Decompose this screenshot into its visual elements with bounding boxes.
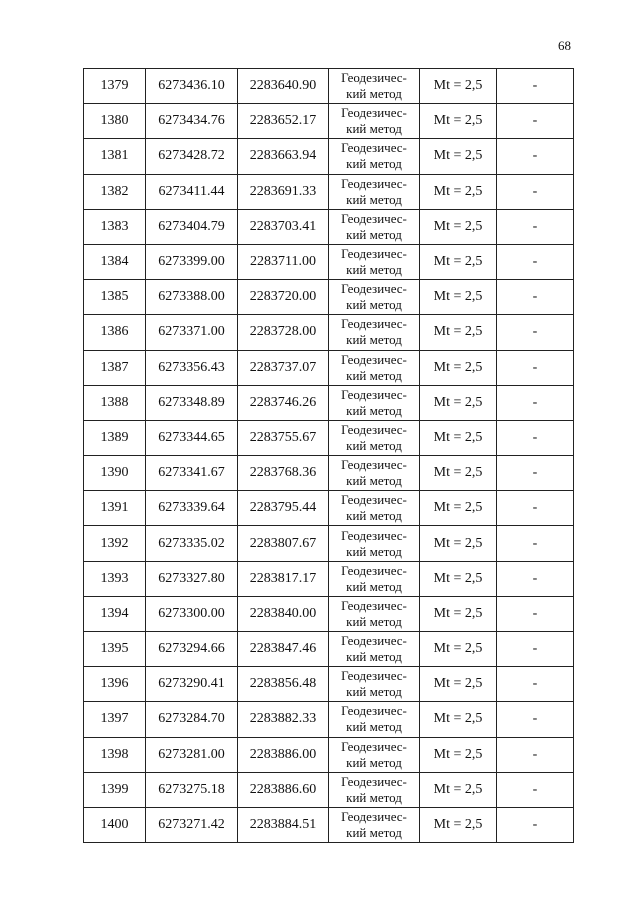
coordinates-table: [83, 68, 574, 843]
method-text-line: Геодезичес-: [341, 316, 407, 332]
x-coordinate-cell: 6273335.02: [146, 526, 238, 561]
table-row: [84, 104, 574, 139]
accuracy-cell: Mt = 2,5: [420, 385, 497, 420]
accuracy-cell: Mt = 2,5: [420, 702, 497, 737]
y-coordinate-cell: 2283768.36: [238, 456, 329, 491]
table-row: [84, 737, 574, 772]
note-cell: -: [497, 491, 574, 526]
x-coordinate-cell: 6273388.00: [146, 280, 238, 315]
method-text-line: Геодезичес-: [341, 773, 407, 789]
method-text-line: кий метод: [346, 719, 402, 735]
table-row: [84, 667, 574, 702]
method-cell: [329, 702, 420, 737]
accuracy-cell: Mt = 2,5: [420, 737, 497, 772]
point-number-cell: 1387: [84, 350, 146, 385]
note-cell: -: [497, 632, 574, 667]
point-number-cell: 1390: [84, 456, 146, 491]
point-number-cell: 1383: [84, 209, 146, 244]
method-cell: [329, 596, 420, 631]
method-text-line: кий метод: [346, 613, 402, 629]
method-cell: [329, 561, 420, 596]
accuracy-cell: Mt = 2,5: [420, 350, 497, 385]
accuracy-cell: Mt = 2,5: [420, 280, 497, 315]
method-text-line: кий метод: [346, 332, 402, 348]
accuracy-cell: Mt = 2,5: [420, 807, 497, 842]
point-number-cell: 1385: [84, 280, 146, 315]
y-coordinate-cell: 2283711.00: [238, 244, 329, 279]
method-text-line: Геодезичес-: [341, 492, 407, 508]
x-coordinate-cell: 6273428.72: [146, 139, 238, 174]
method-text-line: кий метод: [346, 262, 402, 278]
method-text-line: Геодезичес-: [341, 105, 407, 121]
table-row: [84, 244, 574, 279]
method-cell: [329, 632, 420, 667]
method-text-line: кий метод: [346, 543, 402, 559]
method-cell: [329, 139, 420, 174]
accuracy-cell: Mt = 2,5: [420, 420, 497, 455]
y-coordinate-cell: 2283755.67: [238, 420, 329, 455]
method-text-line: Геодезичес-: [341, 70, 407, 86]
note-cell: -: [497, 139, 574, 174]
method-cell: [329, 667, 420, 702]
x-coordinate-cell: 6273327.80: [146, 561, 238, 596]
method-text-line: Геодезичес-: [341, 281, 407, 297]
y-coordinate-cell: 2283884.51: [238, 807, 329, 842]
coordinates-table-body: [84, 69, 574, 843]
method-text-line: кий метод: [346, 473, 402, 489]
point-number-cell: 1392: [84, 526, 146, 561]
method-cell: [329, 737, 420, 772]
y-coordinate-cell: 2283795.44: [238, 491, 329, 526]
method-text-line: кий метод: [346, 402, 402, 418]
x-coordinate-cell: 6273339.64: [146, 491, 238, 526]
method-text-line: Геодезичес-: [341, 351, 407, 367]
accuracy-cell: Mt = 2,5: [420, 596, 497, 631]
method-text-line: Геодезичес-: [341, 527, 407, 543]
y-coordinate-cell: 2283807.67: [238, 526, 329, 561]
method-text-line: кий метод: [346, 684, 402, 700]
accuracy-cell: Mt = 2,5: [420, 667, 497, 702]
point-number-cell: 1379: [84, 69, 146, 104]
y-coordinate-cell: 2283640.90: [238, 69, 329, 104]
point-number-cell: 1386: [84, 315, 146, 350]
y-coordinate-cell: 2283856.48: [238, 667, 329, 702]
method-cell: [329, 244, 420, 279]
method-text-line: кий метод: [346, 156, 402, 172]
table-row: [84, 350, 574, 385]
accuracy-cell: Mt = 2,5: [420, 561, 497, 596]
method-text-line: Геодезичес-: [341, 386, 407, 402]
method-text-line: кий метод: [346, 367, 402, 383]
table-row: [84, 385, 574, 420]
point-number-cell: 1380: [84, 104, 146, 139]
table-row: [84, 174, 574, 209]
x-coordinate-cell: 6273275.18: [146, 772, 238, 807]
method-text-line: Геодезичес-: [341, 633, 407, 649]
method-text-line: Геодезичес-: [341, 210, 407, 226]
x-coordinate-cell: 6273284.70: [146, 702, 238, 737]
table-row: [84, 280, 574, 315]
accuracy-cell: Mt = 2,5: [420, 526, 497, 561]
note-cell: -: [497, 737, 574, 772]
point-number-cell: 1400: [84, 807, 146, 842]
method-text-line: Геодезичес-: [341, 457, 407, 473]
point-number-cell: 1399: [84, 772, 146, 807]
table-row: [84, 139, 574, 174]
accuracy-cell: Mt = 2,5: [420, 209, 497, 244]
table-row: [84, 456, 574, 491]
method-text-line: кий метод: [346, 825, 402, 841]
method-cell: [329, 69, 420, 104]
x-coordinate-cell: 6273371.00: [146, 315, 238, 350]
accuracy-cell: Mt = 2,5: [420, 315, 497, 350]
method-cell: [329, 385, 420, 420]
y-coordinate-cell: 2283703.41: [238, 209, 329, 244]
method-cell: [329, 280, 420, 315]
y-coordinate-cell: 2283728.00: [238, 315, 329, 350]
note-cell: -: [497, 69, 574, 104]
table-row: [84, 702, 574, 737]
y-coordinate-cell: 2283652.17: [238, 104, 329, 139]
page-number: 68: [558, 38, 571, 53]
method-text-line: Геодезичес-: [341, 738, 407, 754]
note-cell: -: [497, 702, 574, 737]
accuracy-cell: Mt = 2,5: [420, 491, 497, 526]
accuracy-cell: Mt = 2,5: [420, 632, 497, 667]
x-coordinate-cell: 6273281.00: [146, 737, 238, 772]
method-cell: [329, 420, 420, 455]
x-coordinate-cell: 6273348.89: [146, 385, 238, 420]
x-coordinate-cell: 6273290.41: [146, 667, 238, 702]
method-text-line: Геодезичес-: [341, 421, 407, 437]
note-cell: -: [497, 526, 574, 561]
x-coordinate-cell: 6273341.67: [146, 456, 238, 491]
note-cell: -: [497, 667, 574, 702]
x-coordinate-cell: 6273300.00: [146, 596, 238, 631]
method-text-line: кий метод: [346, 754, 402, 770]
accuracy-cell: Mt = 2,5: [420, 174, 497, 209]
table-row: [84, 596, 574, 631]
y-coordinate-cell: 2283663.94: [238, 139, 329, 174]
note-cell: -: [497, 315, 574, 350]
method-text-line: Геодезичес-: [341, 809, 407, 825]
note-cell: -: [497, 350, 574, 385]
point-number-cell: 1396: [84, 667, 146, 702]
y-coordinate-cell: 2283882.33: [238, 702, 329, 737]
note-cell: -: [497, 807, 574, 842]
table-row: [84, 807, 574, 842]
method-text-line: кий метод: [346, 649, 402, 665]
method-text-line: кий метод: [346, 191, 402, 207]
note-cell: -: [497, 104, 574, 139]
x-coordinate-cell: 6273399.00: [146, 244, 238, 279]
method-text-line: Геодезичес-: [341, 246, 407, 262]
note-cell: -: [497, 561, 574, 596]
method-text-line: Геодезичес-: [341, 668, 407, 684]
method-cell: [329, 456, 420, 491]
accuracy-cell: Mt = 2,5: [420, 104, 497, 139]
y-coordinate-cell: 2283847.46: [238, 632, 329, 667]
method-text-line: кий метод: [346, 297, 402, 313]
table-row: [84, 772, 574, 807]
method-cell: [329, 807, 420, 842]
table-row: [84, 209, 574, 244]
method-text-line: кий метод: [346, 437, 402, 453]
method-cell: [329, 491, 420, 526]
method-cell: [329, 104, 420, 139]
method-text-line: Геодезичес-: [341, 175, 407, 191]
y-coordinate-cell: 2283746.26: [238, 385, 329, 420]
point-number-cell: 1394: [84, 596, 146, 631]
note-cell: -: [497, 456, 574, 491]
method-text-line: кий метод: [346, 789, 402, 805]
y-coordinate-cell: 2283817.17: [238, 561, 329, 596]
method-cell: [329, 174, 420, 209]
method-cell: [329, 772, 420, 807]
point-number-cell: 1398: [84, 737, 146, 772]
y-coordinate-cell: 2283691.33: [238, 174, 329, 209]
method-text-line: кий метод: [346, 86, 402, 102]
accuracy-cell: Mt = 2,5: [420, 139, 497, 174]
table-row: [84, 420, 574, 455]
y-coordinate-cell: 2283737.07: [238, 350, 329, 385]
point-number-cell: 1393: [84, 561, 146, 596]
y-coordinate-cell: 2283886.60: [238, 772, 329, 807]
note-cell: -: [497, 420, 574, 455]
y-coordinate-cell: 2283886.00: [238, 737, 329, 772]
point-number-cell: 1397: [84, 702, 146, 737]
x-coordinate-cell: 6273411.44: [146, 174, 238, 209]
x-coordinate-cell: 6273404.79: [146, 209, 238, 244]
accuracy-cell: Mt = 2,5: [420, 456, 497, 491]
table-row: [84, 69, 574, 104]
method-text-line: Геодезичес-: [341, 597, 407, 613]
point-number-cell: 1384: [84, 244, 146, 279]
method-cell: [329, 209, 420, 244]
note-cell: -: [497, 280, 574, 315]
x-coordinate-cell: 6273294.66: [146, 632, 238, 667]
y-coordinate-cell: 2283840.00: [238, 596, 329, 631]
note-cell: -: [497, 209, 574, 244]
method-text-line: Геодезичес-: [341, 140, 407, 156]
point-number-cell: 1389: [84, 420, 146, 455]
point-number-cell: 1395: [84, 632, 146, 667]
method-cell: [329, 315, 420, 350]
note-cell: -: [497, 385, 574, 420]
x-coordinate-cell: 6273344.65: [146, 420, 238, 455]
x-coordinate-cell: 6273271.42: [146, 807, 238, 842]
point-number-cell: 1382: [84, 174, 146, 209]
method-text-line: Геодезичес-: [341, 703, 407, 719]
table-row: [84, 315, 574, 350]
table-row: [84, 632, 574, 667]
accuracy-cell: Mt = 2,5: [420, 772, 497, 807]
point-number-cell: 1388: [84, 385, 146, 420]
point-number-cell: 1381: [84, 139, 146, 174]
x-coordinate-cell: 6273356.43: [146, 350, 238, 385]
table-row: [84, 561, 574, 596]
y-coordinate-cell: 2283720.00: [238, 280, 329, 315]
x-coordinate-cell: 6273434.76: [146, 104, 238, 139]
table-row: [84, 491, 574, 526]
table-row: [84, 526, 574, 561]
method-text-line: кий метод: [346, 226, 402, 242]
method-text-line: кий метод: [346, 121, 402, 137]
method-text-line: Геодезичес-: [341, 562, 407, 578]
accuracy-cell: Mt = 2,5: [420, 244, 497, 279]
method-text-line: кий метод: [346, 578, 402, 594]
method-cell: [329, 526, 420, 561]
note-cell: -: [497, 596, 574, 631]
x-coordinate-cell: 6273436.10: [146, 69, 238, 104]
note-cell: -: [497, 244, 574, 279]
point-number-cell: 1391: [84, 491, 146, 526]
method-cell: [329, 350, 420, 385]
method-text-line: кий метод: [346, 508, 402, 524]
accuracy-cell: Mt = 2,5: [420, 69, 497, 104]
note-cell: -: [497, 174, 574, 209]
note-cell: -: [497, 772, 574, 807]
